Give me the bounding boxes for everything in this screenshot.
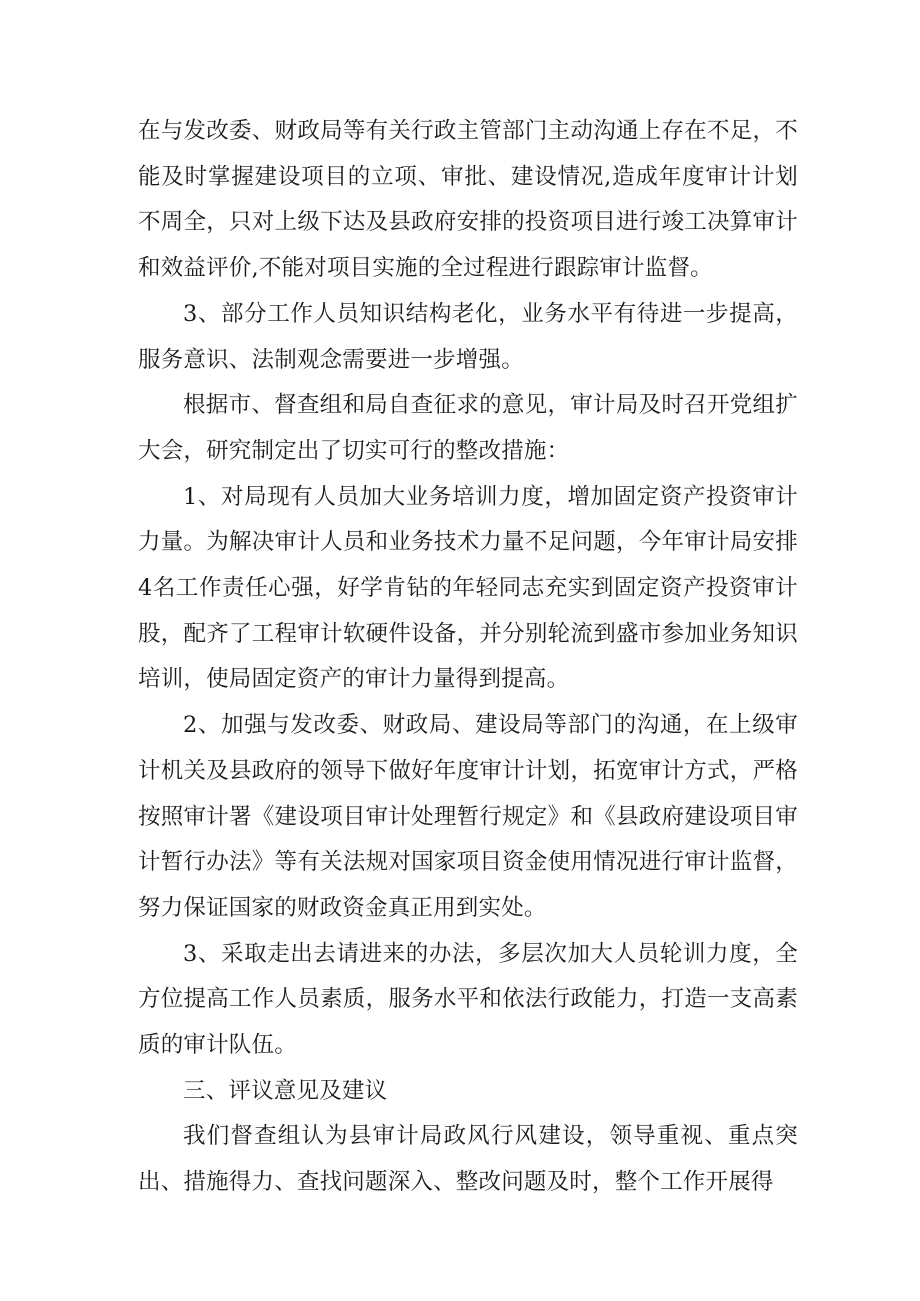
paragraph-4: 1、对局现有人员加大业务培训力度，增加固定资产投资审计力量。为解决审计人员和业务技术力量不足问题，今年审计局安排4名工作责任心强，好学肯钻的年轻同志充实到固定资产投资审计股，配齐了工程审计软硬件设备，并分别轮流到盛市参加业务知识培训，使局固定资产的审计力量得到提高。	[138, 483, 798, 693]
paragraph-3: 根据市、督查组和局自查征求的意见，审计局及时召开党组扩大会，研究制定出了切实可行的整改措施：	[138, 392, 798, 464]
paragraph-2: 3、部分工作人员知识结构老化，业务水平有待进一步提高，服务意识、法制观念需要进一步增强。	[138, 300, 798, 373]
section-heading: 三、评议意见及建议	[183, 1077, 388, 1104]
document-body	[138, 109, 798, 1206]
paragraph-1: 在与发改委、财政局等有关行政主管部门主动沟通上存在不足，不能及时掌握建设项目的立项、审批、建设情况,造成年度审计计划不周全，只对上级下达及县政府安排的投资项目进行竣工决算审计和效益评价,不能对项目实施的全过程进行跟踪审计监督。	[138, 118, 798, 282]
paragraph-6: 3、采取走出去请进来的办法，多层次加大人员轮训力度，全方位提高工作人员素质，服务水平和依法行政能力，打造一支高素质的审计队伍。	[138, 940, 798, 1059]
paragraph-5: 2、加强与发改委、财政局、建设局等部门的沟通，在上级审计机关及县政府的领导下做好年度审计计划，拓宽审计方式，严格按照审计署《建设项目审计处理暂行规定》和《县政府建设项目审计暂行办法》等有关法规对国家项目资金使用情况进行审计监督，努力保证国家的财政资金真正用到实处。	[138, 712, 798, 921]
paragraph-7: 我们督查组认为县审计局政风行风建设，领导重视、重点突出、措施得力、查找问题深入、整改问题及时，整个工作开展得	[138, 1123, 798, 1196]
